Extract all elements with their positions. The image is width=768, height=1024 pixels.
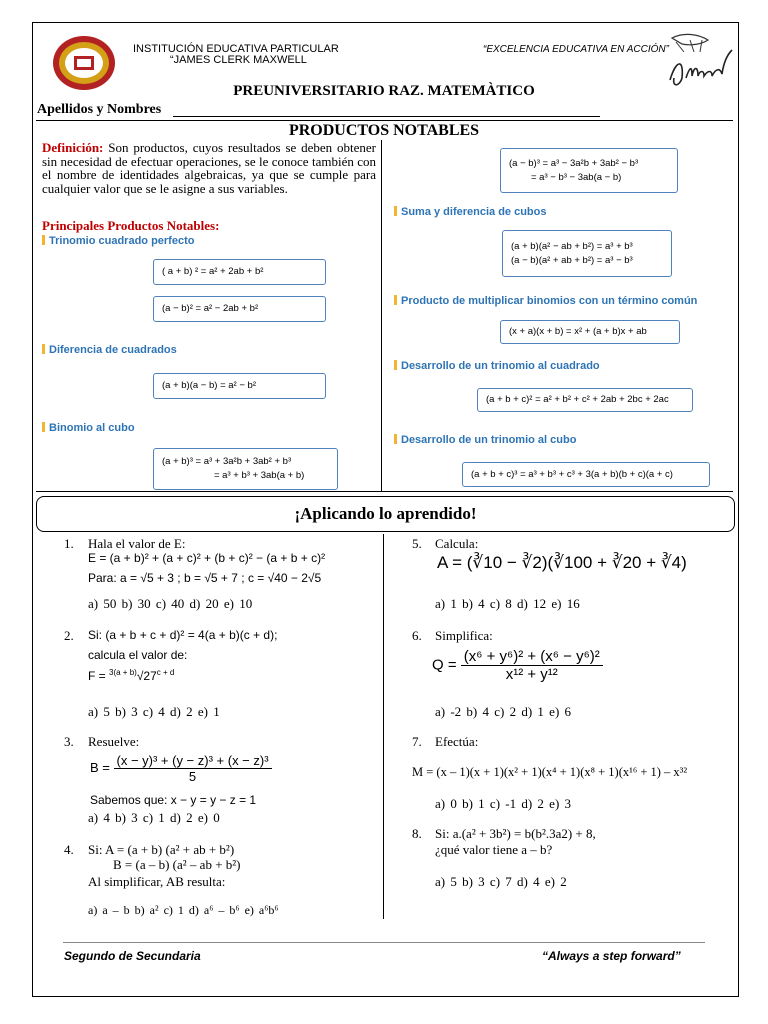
problem-3-formula — [90, 753, 272, 784]
problem-7-formula: M = (x – 1)(x + 1)(x² + 1)(x⁴ + 1)(x⁸ + 1)(x¹⁶ + 1) – x³² — [412, 765, 688, 779]
formula: (a + b + c)³ = a³ + b³ + c³ + 3(a + b)(b + c)(a + c) — [471, 468, 673, 480]
problem-1-number: 1. — [64, 536, 74, 551]
footer-divider — [63, 942, 705, 943]
formula-box — [153, 448, 338, 490]
problem-5-text: Calcula: — [435, 536, 479, 551]
formula: (a + b)(a − b) = a² − b² — [162, 380, 256, 391]
problem-8-number: 8. — [412, 826, 422, 841]
problem-1-formula: E = (a + b)² + (a + c)² + (b + c)² − (a + b + c)² — [88, 551, 326, 565]
problem-3-number: 3. — [64, 734, 74, 749]
problem-2-instruction: calcula el valor de: — [88, 648, 188, 662]
formula-lhs: F = — [88, 669, 110, 683]
section-heading: Diferencia de cuadrados — [42, 344, 177, 356]
definition-paragraph — [42, 141, 376, 195]
motto: “EXCELENCIA EDUCATIVA EN ACCIÓN” — [483, 44, 669, 55]
problem-7-answers: a) 0 b) 1 c) -1 d) 2 e) 3 — [435, 796, 572, 811]
institution-line1: INSTITUCIÓN EDUCATIVA PARTICULAR — [133, 43, 339, 55]
names-label: Apellidos y Nombres — [37, 102, 162, 117]
numerator: (x⁶ + y⁶)² + (x⁶ − y⁶)² — [461, 648, 603, 666]
problem-4-answers: a) a – b b) a² c) 1 d) a⁶ – b⁶ e) a⁶b⁶ — [88, 903, 279, 917]
problem-7-text: Efectúa: — [435, 734, 479, 749]
formula: (a − b)(a² + ab + b²) = a³ − b³ — [511, 254, 633, 266]
page-title: PRODUCTOS NOTABLES — [288, 122, 480, 139]
formula-box — [462, 462, 710, 487]
problem-1-text: Hala el valor de E: — [88, 536, 186, 551]
denominator: x¹² + y¹² — [505, 666, 558, 683]
formula-box — [153, 259, 326, 285]
formula: (a + b)³ = a³ + 3a²b + 3ab² + b³ — [162, 456, 292, 467]
formula-box — [500, 148, 678, 193]
divider — [36, 120, 733, 121]
section-heading: Desarrollo de un trinomio al cuadrado — [394, 360, 600, 372]
exponent: c + d — [156, 668, 175, 677]
problem-2-formula — [88, 668, 174, 683]
formula: = a³ + b³ + 3ab(a + b) — [214, 470, 305, 481]
footer-grade: Segundo de Secundaria — [64, 949, 201, 963]
problem-3-answers: a) 4 b) 3 c) 1 d) 2 e) 0 — [88, 810, 220, 825]
formula-lhs: B = — [90, 759, 110, 775]
formula: (a + b)(a² − ab + b²) = a³ + b³ — [511, 240, 633, 252]
problem-6-text: Simplifica: — [435, 628, 493, 643]
column-divider — [383, 534, 384, 919]
radicand: √27 — [136, 669, 157, 683]
formula-lhs: Q = — [432, 656, 457, 674]
problem-5-answers: a) 1 b) 4 c) 8 d) 12 e) 16 — [435, 596, 580, 611]
formula-box — [502, 230, 672, 277]
institution-line2: “JAMES CLERK MAXWELL — [170, 54, 307, 66]
problem-8-line1: Si: a.(a² + 3b²) = b(b².3a2) + 8, — [435, 826, 596, 841]
denominator: 5 — [188, 769, 197, 784]
problem-3-text: Resuelve: — [88, 734, 140, 749]
fraction — [114, 753, 272, 784]
footer-slogan: “Always a step forward” — [542, 949, 681, 963]
formula: = a³ − b³ − 3ab(a − b) — [531, 171, 622, 183]
names-field-line — [173, 116, 600, 117]
principales-heading: Principales Productos Notables: — [42, 218, 220, 233]
formula-box — [477, 388, 693, 412]
definition-label: Definición: — [42, 140, 104, 155]
formula: (a − b)² = a² − 2ab + b² — [162, 303, 259, 314]
definition-text: Son productos, cuyos resultados se deben obtener sin necesidad de efectuar operaciones, se le conoce también con el nombre de identidades algebraicas, ya que se cumple para cualquier valor que se le asigne a sus variables. — [42, 140, 376, 196]
problem-1-answers: a) 50 b) 30 c) 40 d) 20 e) 10 — [88, 596, 253, 611]
section-heading: Desarrollo de un trinomio al cubo — [394, 434, 576, 446]
section-heading: Trinomio cuadrado perfecto — [42, 235, 194, 247]
problem-4-line3: Al simplificar, AB resulta: — [88, 874, 226, 889]
problem-6-formula — [432, 648, 603, 683]
problem-6-number: 6. — [412, 628, 422, 643]
problem-4-line2: B = (a – b) (a² – ab + b²) — [113, 857, 241, 872]
formula: ( a + b) ² = a² + 2ab + b² — [162, 266, 264, 277]
problem-1-given: Para: a = √5 + 3 ; b = √5 + 7 ; c = √40 − 2√5 — [88, 571, 322, 585]
formula-box — [153, 373, 326, 399]
section-heading: Suma y diferencia de cubos — [394, 206, 547, 218]
problem-2-answers: a) 5 b) 3 c) 4 d) 2 e) 1 — [88, 704, 220, 719]
formula: (a + b + c)² = a² + b² + c² + 2ab + 2bc + 2ac — [486, 394, 669, 405]
problem-3-given: Sabemos que: x − y = y − z = 1 — [90, 793, 257, 807]
section-heading: Binomio al cubo — [42, 422, 135, 434]
apply-section-banner: ¡Aplicando lo aprendido! — [36, 496, 735, 532]
formula: (x + a)(x + b) = x² + (a + b)x + ab — [509, 326, 647, 337]
problem-5-number: 5. — [412, 536, 422, 551]
formula: (a − b)³ = a³ − 3a²b + 3ab² − b³ — [509, 157, 639, 169]
problem-4-line1: Si: A = (a + b) (a² + ab + b²) — [88, 842, 235, 857]
course-title: PREUNIVERSITARIO RAZ. MATEMÀTICO — [233, 83, 535, 99]
formula-box — [500, 320, 680, 344]
root-index: 3(a + b) — [109, 668, 137, 677]
problem-7-number: 7. — [412, 734, 422, 749]
problem-2-number: 2. — [64, 628, 74, 643]
fraction — [461, 648, 603, 683]
problem-5-formula: A = (∛10 − ∛2)(∛100 + ∛20 + ∛4) — [437, 553, 687, 572]
divider — [36, 491, 733, 492]
problem-8-answers: a) 5 b) 3 c) 7 d) 4 e) 2 — [435, 874, 567, 889]
problem-4-number: 4. — [64, 842, 74, 857]
problem-8-line2: ¿qué valor tiene a – b? — [435, 842, 553, 857]
problem-6-answers: a) -2 b) 4 c) 2 d) 1 e) 6 — [435, 704, 572, 719]
section-heading: Producto de multiplicar binomios con un término común — [394, 295, 697, 307]
formula-box — [153, 296, 326, 322]
column-divider — [381, 140, 382, 492]
problem-2-condition: Si: (a + b + c + d)² = 4(a + b)(c + d); — [88, 628, 278, 642]
numerator: (x − y)³ + (y − z)³ + (x − z)³ — [114, 753, 272, 769]
